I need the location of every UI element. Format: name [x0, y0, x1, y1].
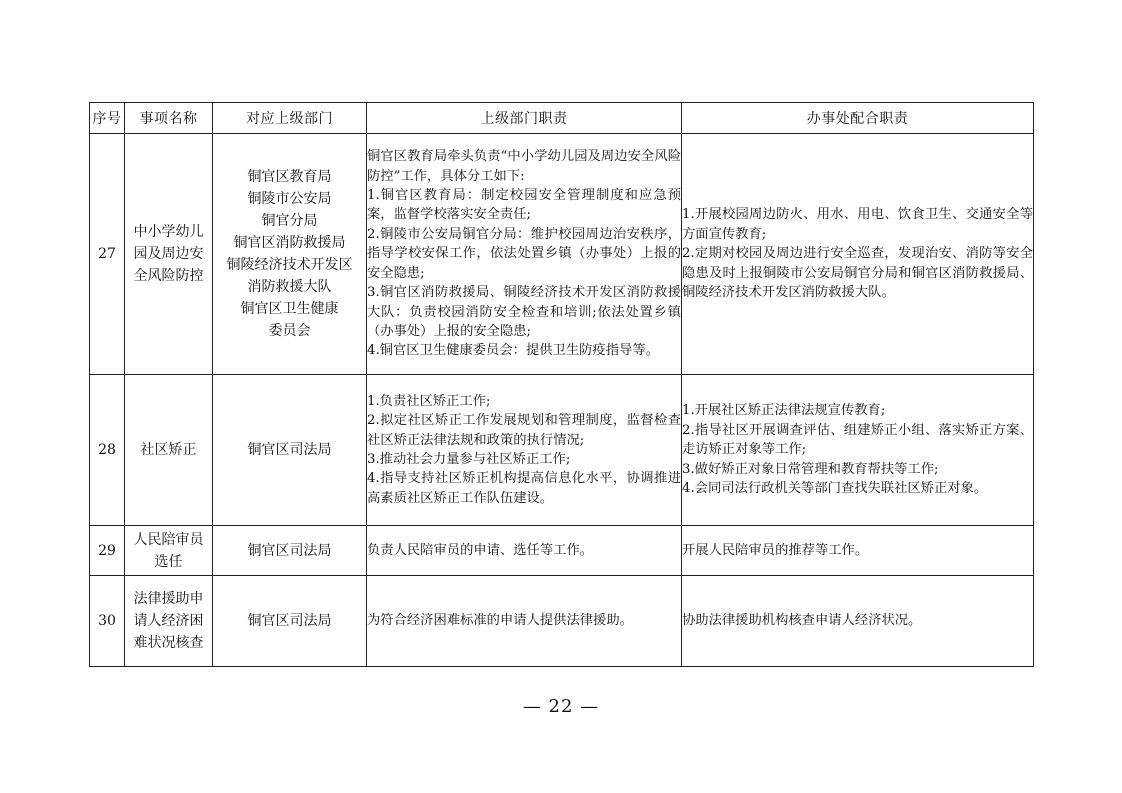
- row-number: 27: [90, 134, 125, 375]
- header-item-name: 事项名称: [125, 103, 213, 134]
- upper-duties: [367, 375, 682, 526]
- table-row: [90, 576, 1034, 667]
- upper-duty-item: 4.指导支持社区矫正机构提高信息化水平，协调推进高素质社区矫正工作队伍建设。: [367, 471, 681, 506]
- department: [213, 134, 367, 375]
- department-line: 消防救援大队: [247, 279, 332, 295]
- header-seq: 序号: [90, 103, 125, 134]
- department-line: 铜官区司法局: [247, 442, 332, 458]
- item-name: [125, 375, 213, 526]
- office-duty-item: 4.会同司法行政机关等部门查找失联社区矫正对象。: [682, 481, 988, 497]
- department-line: 铜陵经济技术开发区: [226, 257, 353, 273]
- upper-duty-item: 1.负责社区矫正工作;: [367, 393, 491, 409]
- office-duty-item: 1.开展校园周边防火、用水、用电、饮食卫生、交通安全等方面宣传教育;: [682, 207, 1033, 242]
- item-name-line: 请人经济困: [133, 613, 204, 629]
- table-row: [90, 375, 1034, 526]
- office-duty-item: 2.定期对校园及周边进行安全巡查，发现治安、消防等安全隐患及时上报铜陵市公安局铜官分局和铜官区消防救援局、铜陵经济技术开发区消防救援大队。: [682, 246, 1033, 301]
- item-name-line: 法律援助申: [133, 591, 204, 607]
- item-name-line: 社区矫正: [140, 442, 197, 458]
- upper-duty-item: 1.铜官区教育局：制定校园安全管理制度和应急预案，监督学校落实安全责任;: [367, 188, 681, 223]
- department-line: 铜官区教育局: [247, 169, 332, 185]
- row-number: 29: [90, 526, 125, 576]
- page-number: — 22 —: [522, 696, 600, 717]
- item-name-line: 选任: [154, 553, 183, 570]
- item-name-line: 难状况核查: [133, 635, 204, 651]
- row-number: 30: [90, 576, 125, 667]
- department-line: 铜官分局: [261, 213, 318, 229]
- table-row: [90, 134, 1034, 375]
- table-row: [90, 526, 1034, 576]
- department-line: 委员会: [268, 323, 311, 339]
- department-line: 铜陵市公安局: [247, 191, 332, 207]
- upper-duties: [367, 576, 682, 667]
- office-duties: [682, 375, 1034, 526]
- upper-duty-item: 4.铜官区卫生健康委员会：提供卫生防疫指导等。: [367, 343, 659, 359]
- upper-duty-item: 为符合经济困难标准的申请人提供法律援助。: [367, 613, 633, 629]
- department-line: 铜官区消防救援局: [233, 235, 346, 251]
- department-line: 铜官区卫生健康: [240, 301, 339, 317]
- office-duties: [682, 134, 1034, 375]
- office-duty-item: 1.开展社区矫正法律法规宣传教育;: [682, 403, 886, 419]
- item-name-line: 园及周边安: [133, 246, 204, 262]
- department-line: 铜官区司法局: [247, 613, 332, 629]
- office-duty-item: 协助法律援助机构核查申请人经济状况。: [682, 613, 922, 629]
- upper-duties: [367, 526, 682, 576]
- item-name: [125, 526, 213, 576]
- item-name-line: 全风险防控: [133, 268, 204, 284]
- upper-duties: [367, 134, 682, 375]
- department: [213, 375, 367, 526]
- header-upper-duties: 上级部门职责: [367, 103, 682, 134]
- item-name: [125, 134, 213, 375]
- item-name-line: 人民陪审员: [133, 531, 204, 548]
- department-line: 铜官区司法局: [247, 542, 332, 559]
- upper-duty-item: 铜官区教育局牵头负责“中小学幼儿园及周边安全风险防控”工作，具体分工如下:: [367, 149, 681, 184]
- upper-duty-item: 3.铜官区消防救援局、铜陵经济技术开发区消防救援大队：负责校园消防安全检查和培训;依法处置乡镇（办事处）上报的安全隐患;: [367, 285, 681, 339]
- header-office-duties: 办事处配合职责: [682, 103, 1034, 134]
- office-duties: [682, 526, 1034, 576]
- office-duty-item: 2.指导社区开展调查评估、组建矫正小组、落实矫正方案、走访矫正对象等工作;: [682, 422, 1033, 458]
- row-number: 28: [90, 375, 125, 526]
- office-duty-item: 3.做好矫正对象日常管理和教育帮扶等工作;: [682, 461, 939, 477]
- upper-duty-item: 2.铜陵市公安局铜官分局：维护校园周边治安秩序，指导学校安保工作，依法处置乡镇（办事处）上报的安全隐患;: [367, 226, 681, 281]
- office-duties: [682, 576, 1034, 667]
- header-dept: 对应上级部门: [213, 103, 367, 134]
- office-duty-item: 开展人民陪审员的推荐等工作。: [682, 542, 869, 558]
- item-name: [125, 576, 213, 667]
- duty-table: [89, 102, 1034, 667]
- upper-duty-item: 2.拟定社区矫正工作发展规划和管理制度，监督检查社区矫正法律法规和政策的执行情况;: [367, 413, 681, 448]
- department: [213, 576, 367, 667]
- upper-duty-item: 3.推动社会力量参与社区矫正工作;: [367, 452, 571, 467]
- header-row: [90, 103, 1034, 134]
- item-name-line: 中小学幼儿: [133, 224, 204, 240]
- upper-duty-item: 负责人民陪审员的申请、选任等工作。: [367, 542, 594, 558]
- department: [213, 526, 367, 576]
